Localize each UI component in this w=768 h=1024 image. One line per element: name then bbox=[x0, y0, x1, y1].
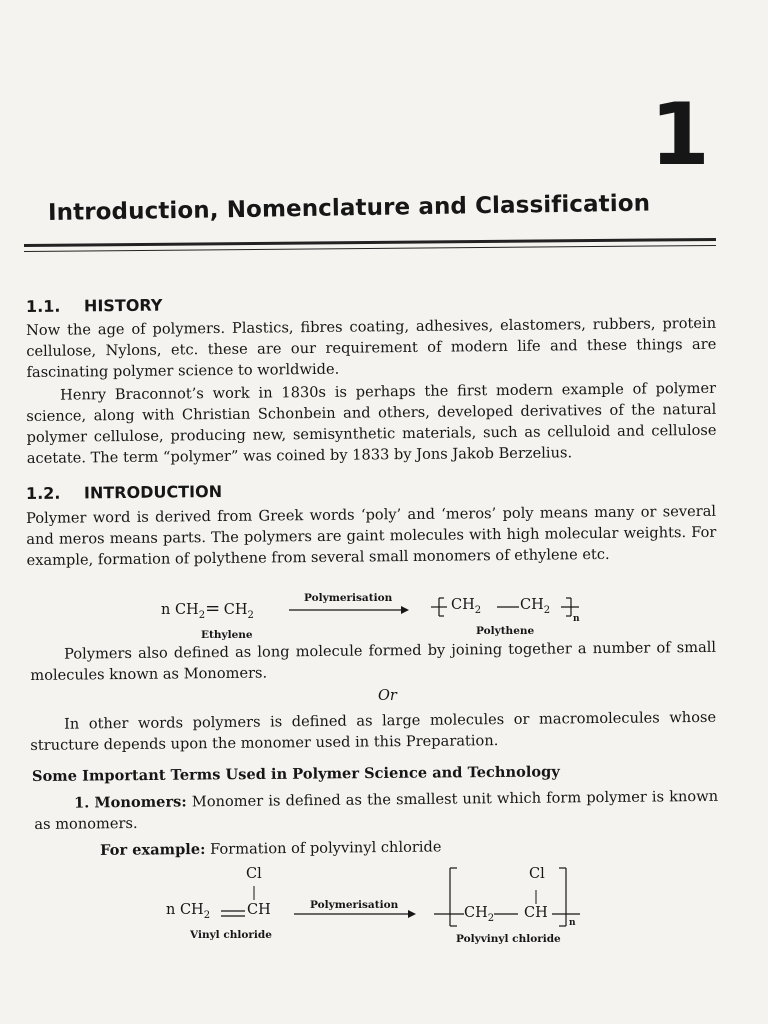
product-ch: CH bbox=[524, 905, 548, 921]
product-unit-1: $CH_2$ bbox=[451, 597, 482, 616]
example-line bbox=[100, 834, 700, 861]
section-heading-history bbox=[26, 296, 163, 316]
or-connector: Or bbox=[378, 688, 397, 704]
history-paragraph-2: Henry Braconnot’s work in 1830s is perhaps the first modern example of polymer science, along with Christian Schonbein and others, developed derivatives of the natural polymer cellulose, producing new, semisynthetic materials, such as celluloid and cellulose acetate. The term “polymer” was coined by 1833 by Jons Jakob Berzelius. bbox=[26, 379, 717, 467]
term-text: Monomer is defined as the smallest unit which form polymer is known as monomers. bbox=[34, 787, 719, 833]
section-title: HISTORY bbox=[83, 295, 163, 316]
section-title: INTRODUCTION bbox=[83, 481, 223, 503]
reaction-vinylchloride-pvc bbox=[160, 862, 600, 952]
product-ch2: $CH_2$ bbox=[464, 905, 495, 924]
double-bond bbox=[220, 908, 246, 920]
reactant-name: Ethylene bbox=[201, 629, 253, 641]
monomers-definition bbox=[34, 786, 718, 835]
introduction-paragraph-2: Polymers also defined as long molecule formed by joining together a number of small molecules known as Monomers. bbox=[30, 638, 717, 684]
example-label: For example: bbox=[100, 840, 206, 859]
section-number: 1.2. bbox=[25, 483, 61, 503]
repeat-n: n bbox=[573, 614, 580, 624]
product-name: Polyvinyl chloride bbox=[456, 933, 561, 945]
reactant-formula: n $CH_2= CH_2$ bbox=[161, 598, 254, 621]
reactant-bond bbox=[252, 886, 256, 902]
introduction-paragraph-1: Polymer word is derived from Greek words ‘poly’ and ‘meros’ poly means many or several and meros means parts. The polymers are gaint molecules with high molecular weights. For example, formation of polythene from several small monomers of ethylene etc. bbox=[26, 502, 717, 569]
polymer-brackets bbox=[430, 862, 590, 934]
reactant-ch: CH bbox=[247, 902, 271, 918]
reactant-formula: n $CH_2$ bbox=[166, 902, 211, 921]
reactant-name: Vinyl chloride bbox=[190, 929, 272, 941]
chapter-number: 1 bbox=[650, 85, 710, 185]
repeat-n: n bbox=[569, 918, 576, 928]
section-number: 1.1. bbox=[25, 296, 61, 316]
reaction-ethylene-polythene bbox=[155, 588, 595, 646]
item-number: 1. bbox=[74, 794, 90, 812]
introduction-paragraph-3: In other words polymers is defined as large molecules or macromolecules whose structure depends upon the monomer used in this Preparation. bbox=[30, 708, 717, 754]
chapter-title: Introduction, Nomenclature and Classification bbox=[47, 190, 651, 226]
terms-heading: Some Important Terms Used in Polymer Science and Technology bbox=[31, 763, 560, 785]
term-monomers: Monomers: bbox=[94, 793, 187, 812]
product-cl: Cl bbox=[529, 866, 545, 882]
product-name: Polythene bbox=[476, 625, 535, 637]
reaction-arrow bbox=[292, 908, 418, 920]
arrow-label: Polymerisation bbox=[304, 592, 393, 604]
reaction-arrow bbox=[287, 604, 411, 616]
history-paragraph-1: Now the age of polymers. Plastics, fibres coating, adhesives, elastomers, rubbers, protein cellulose, Nylons, etc. these are our requirement of modern life and these things are fascinating polymer science to worldwide. bbox=[26, 314, 717, 381]
arrow-label: Polymerisation bbox=[310, 899, 399, 911]
section-heading-introduction bbox=[26, 482, 222, 503]
product-unit-2: $CH_2$ bbox=[520, 597, 551, 616]
reactant-cl: Cl bbox=[246, 866, 262, 882]
example-text: Formation of polyvinyl chloride bbox=[205, 838, 442, 858]
